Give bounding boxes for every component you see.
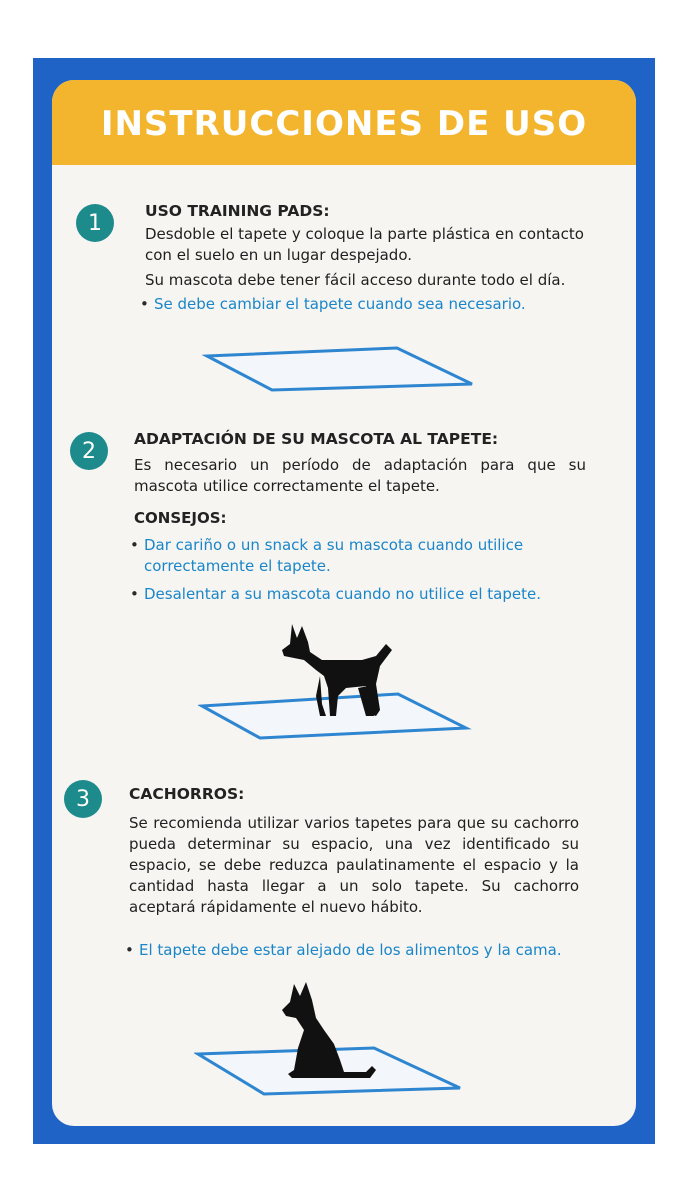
step-3-badge: 3 <box>64 780 102 818</box>
consejos-heading: CONSEJOS: <box>134 509 227 527</box>
step-3-title: CACHORROS: <box>129 785 245 803</box>
bullet-dot-icon: • <box>130 585 139 603</box>
step-2-bullet-2 <box>130 584 590 605</box>
bullet-dot-icon: • <box>130 536 139 554</box>
step-3-bullet <box>125 940 595 961</box>
pad-illustration <box>202 342 482 392</box>
step-1-text: Desdoble el tapete y coloque la parte plástica en contacto con el suelo en un lugar despejado. <box>145 225 584 264</box>
step-1-bullet <box>140 294 600 315</box>
title-banner <box>52 80 636 165</box>
step-2-bullet-2-text: Desalentar a su mascota cuando no utilice el tapete. <box>144 585 542 603</box>
step-2-bullet-1 <box>130 535 590 577</box>
step-1-badge: 1 <box>76 204 114 242</box>
step-2-text: Es necesario un período de adaptación para que su mascota utilice correctamente el tapete. <box>134 456 586 495</box>
page-title: INSTRUCCIONES DE USO <box>100 103 588 144</box>
sitting-dog-icon <box>194 978 470 1102</box>
step-3-bullet-text: El tapete debe estar alejado de los alimentos y la cama. <box>139 941 562 959</box>
step-2-bullet-1-text: Dar cariño o un snack a su mascota cuando utilice correctamente el tapete. <box>144 536 524 575</box>
standing-dog-icon <box>198 620 474 744</box>
step-1-bullet-text: Se debe cambiar el tapete cuando sea necesario. <box>154 295 526 313</box>
step-1-title: USO TRAINING PADS: <box>145 202 330 220</box>
step-3-text: Se recomienda utilizar varios tapetes para que su cachorro pueda determinar su espacio, una vez identificado su espacio, se debe reduzca paulatinamente el espacio y la cantidad hasta llegar a un solo tapete. Su cachorro aceptará rápidamente el nuevo hábito. <box>129 814 579 916</box>
bullet-dot-icon: • <box>140 295 149 313</box>
step-2-title: ADAPTACIÓN DE SU MASCOTA AL TAPETE: <box>134 430 499 448</box>
bullet-dot-icon: • <box>125 941 134 959</box>
step-2-badge: 2 <box>70 432 108 470</box>
instructions-card <box>52 80 636 1126</box>
step-1-text-2: Su mascota debe tener fácil acceso durante todo el día. <box>145 271 566 289</box>
